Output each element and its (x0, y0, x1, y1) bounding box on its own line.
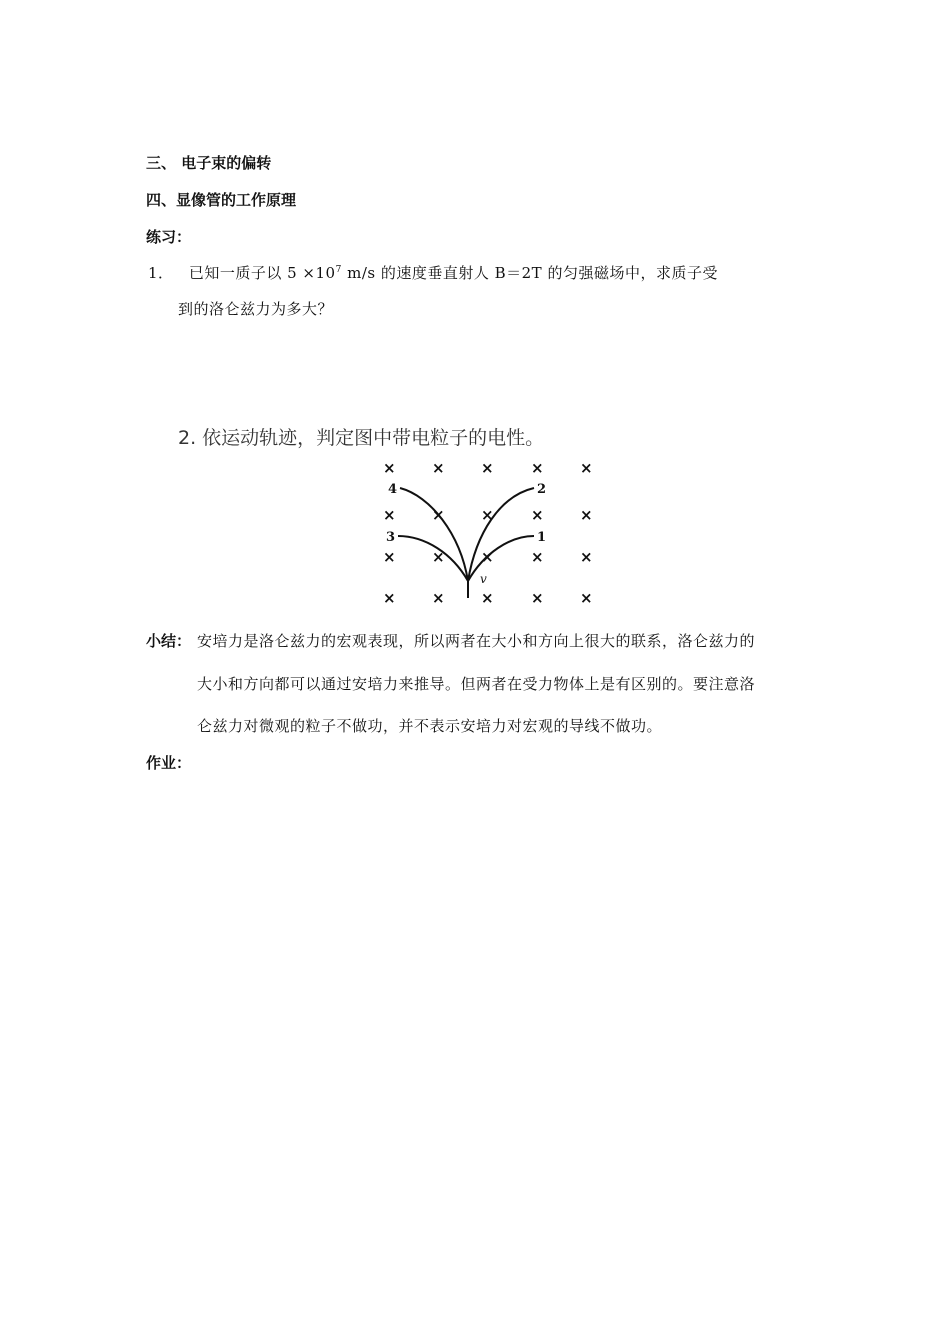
field-cross: × (531, 548, 544, 566)
question-1-line-2: 到的洛仑兹力为多大？ (178, 300, 334, 318)
trajectory-1-label: 1 (537, 530, 547, 545)
summary-line-2: 大小和方向都可以通过安培力来推导。但两者在受力物体上是有区别的。要注意洛 (197, 675, 756, 693)
field-cross: × (383, 589, 396, 607)
field-cross: × (580, 506, 593, 524)
field-cross: × (531, 459, 544, 477)
homework-label: 作业： (146, 754, 192, 772)
practice-heading: 练习： (146, 228, 192, 246)
velocity-label: v (480, 572, 487, 586)
field-cross: × (432, 548, 445, 566)
field-cross: × (580, 459, 593, 477)
field-cross: × (481, 459, 494, 477)
summary-line-3: 仑兹力对微观的粒子不做功，并不表示安培力对宏观的导线不做功。 (197, 717, 663, 735)
field-cross: × (580, 548, 593, 566)
field-cross: × (481, 506, 494, 524)
trajectory-3-label: 3 (386, 530, 396, 545)
field-cross: × (432, 459, 445, 477)
field-cross: × (383, 548, 396, 566)
figure-question: 2. 依运动轨迹，判定图中带电粒子的电性。 (178, 427, 545, 449)
question-1-number: 1． (148, 264, 174, 282)
section-title-crt-principle: 四、显像管的工作原理 (146, 191, 297, 209)
magnetic-field-figure (170, 418, 610, 608)
field-cross: × (432, 589, 445, 607)
question-1 (148, 262, 718, 283)
summary-line-1: 安培力是洛仑兹力的宏观表现，所以两者在大小和方向上很大的联系，洛仑兹力的 (197, 632, 756, 650)
field-cross: × (383, 506, 396, 524)
field-cross: × (432, 506, 445, 524)
question-1-text-b: m/s 的速度垂直射人 B＝2T 的匀强磁场中，求质子受 (347, 264, 718, 282)
field-cross: × (531, 589, 544, 607)
field-cross: × (580, 589, 593, 607)
question-1-text-a: 已知一质子以 5 ×10 (188, 264, 336, 282)
field-cross: × (531, 506, 544, 524)
field-cross: × (383, 459, 396, 477)
trajectory-2-label: 2 (537, 482, 547, 497)
trajectory-4-label: 4 (388, 482, 398, 497)
field-cross: × (481, 548, 494, 566)
field-cross: × (481, 589, 494, 607)
section-title-beam-deflection: 三、 电子束的偏转 (146, 154, 272, 172)
summary-label: 小结： (146, 632, 192, 650)
question-1-exponent: 7 (335, 265, 342, 275)
